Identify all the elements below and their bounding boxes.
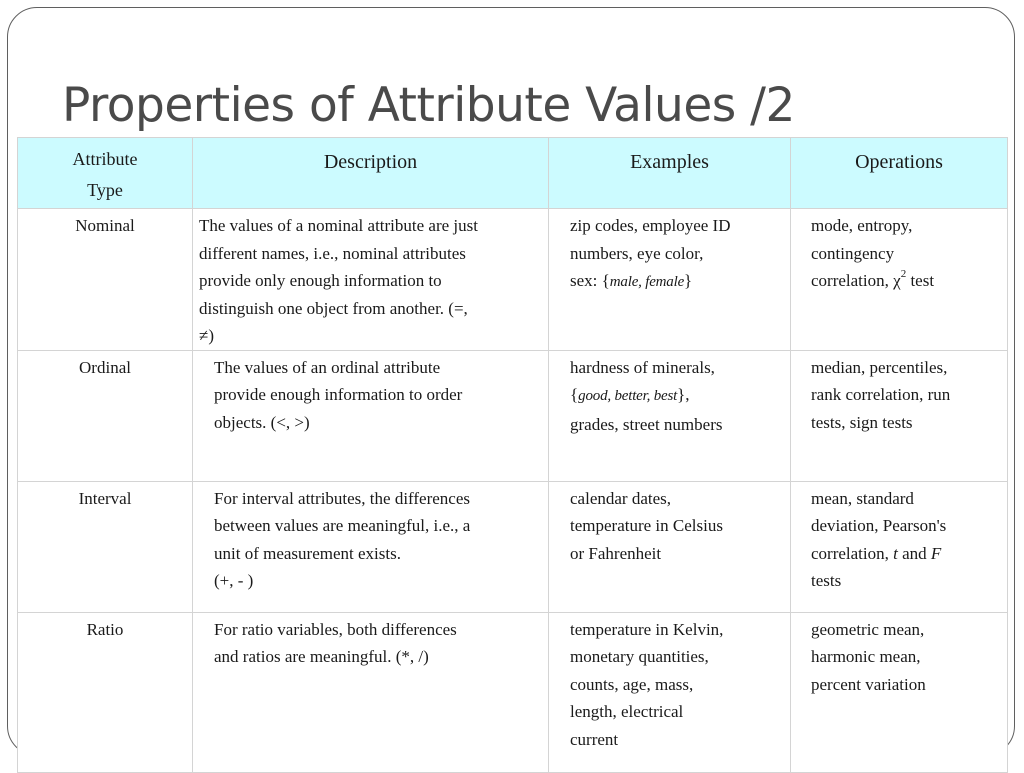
examples-text: }, <box>677 385 690 404</box>
operations-text: and <box>897 543 931 563</box>
examples-line: length, electrical <box>570 702 684 721</box>
header-description: Description <box>193 138 549 209</box>
examples-italic-values: good, better, best <box>578 388 678 404</box>
examples-line: temperature in Celsius <box>570 516 723 535</box>
description-line: provide enough information to order <box>214 385 463 404</box>
description-line: The values of an ordinal attribute <box>214 357 441 377</box>
examples-line: hardness of minerals, <box>570 357 715 377</box>
description-line: distinguish one object from another. (=, <box>199 298 468 318</box>
description-line: The values of a nominal attribute are just <box>199 216 478 235</box>
examples-text: } <box>684 271 693 290</box>
examples-line: counts, age, mass, <box>570 674 694 694</box>
examples-line: temperature in Kelvin, <box>570 619 724 639</box>
table-row-ratio <box>18 612 1008 772</box>
examples-cell <box>549 209 791 351</box>
table-row-nominal <box>18 209 1008 351</box>
description-cell <box>193 481 549 612</box>
description-line: For ratio variables, both differences <box>214 619 457 639</box>
operations-line: geometric mean, <box>811 619 925 639</box>
description-line: For interval attributes, the differences <box>214 488 471 508</box>
description-line: between values are meaningful, i.e., a <box>214 516 471 535</box>
operations-line <box>811 267 999 295</box>
examples-line: grades, street numbers <box>570 414 723 434</box>
table-row-ordinal <box>18 350 1008 481</box>
examples-line: zip codes, employee ID <box>570 216 731 235</box>
f-statistic-symbol: F <box>930 543 942 563</box>
operations-line: contingency <box>811 243 895 263</box>
examples-line: monetary quantities, <box>570 647 709 666</box>
operations-cell <box>791 612 1008 772</box>
examples-cell <box>549 350 791 481</box>
type-cell: Ratio <box>18 612 193 772</box>
operations-line <box>811 540 999 568</box>
operations-line: percent variation <box>811 674 926 694</box>
description-line: unit of measurement exists. <box>214 543 401 563</box>
table-row-interval <box>18 481 1008 612</box>
operations-text: correlation, <box>811 543 894 563</box>
operations-line: rank correlation, run <box>811 385 951 404</box>
header-examples: Examples <box>549 138 791 209</box>
type-cell: Ordinal <box>18 350 193 481</box>
header-attribute-type <box>18 138 193 209</box>
chi-square-superscript: 2 <box>900 268 907 281</box>
operations-cell <box>791 481 1008 612</box>
examples-text: { <box>570 385 579 404</box>
operations-line: median, percentiles, <box>811 357 948 377</box>
operations-text: test <box>906 271 935 290</box>
description-line: provide only enough information to <box>199 271 442 290</box>
description-cell <box>193 350 549 481</box>
examples-line: numbers, eye color, <box>570 243 704 263</box>
operations-line: tests <box>811 571 842 590</box>
operations-cell <box>791 350 1008 481</box>
type-cell: Nominal <box>18 209 193 351</box>
operations-cell <box>791 209 1008 351</box>
examples-line <box>570 267 782 297</box>
t-statistic-symbol: t <box>893 543 898 563</box>
description-line: different names, i.e., nominal attributes <box>199 243 466 263</box>
examples-cell <box>549 481 791 612</box>
description-cell <box>193 209 549 351</box>
operations-text: correlation, χ <box>811 271 901 290</box>
slide-title: Properties of Attribute Values /2 <box>62 78 795 133</box>
operations-line: tests, sign tests <box>811 412 913 432</box>
attribute-properties-table <box>17 137 1008 773</box>
type-cell: Interval <box>18 481 193 612</box>
operations-line: harmonic mean, <box>811 647 921 666</box>
examples-italic-values: male, female <box>609 274 685 290</box>
examples-text: sex: { <box>570 271 610 290</box>
table-header-row <box>18 138 1008 209</box>
operations-line: deviation, Pearson's <box>811 516 947 535</box>
description-line: ≠) <box>199 326 214 345</box>
description-line: (+, - ) <box>214 571 254 590</box>
description-cell <box>193 612 549 772</box>
header-operations: Operations <box>791 138 1008 209</box>
examples-line: calendar dates, <box>570 488 671 508</box>
examples-line: or Fahrenheit <box>570 543 662 563</box>
examples-line <box>570 381 782 411</box>
examples-cell <box>549 612 791 772</box>
description-line: and ratios are meaningful. (*, /) <box>214 647 429 666</box>
header-attribute-type-line1: Attribute <box>72 149 138 169</box>
header-attribute-type-line2: Type <box>87 180 123 200</box>
operations-line: mode, entropy, <box>811 216 913 235</box>
description-line: objects. (<, >) <box>214 412 310 432</box>
examples-line: current <box>570 729 619 749</box>
operations-line: mean, standard <box>811 488 914 508</box>
